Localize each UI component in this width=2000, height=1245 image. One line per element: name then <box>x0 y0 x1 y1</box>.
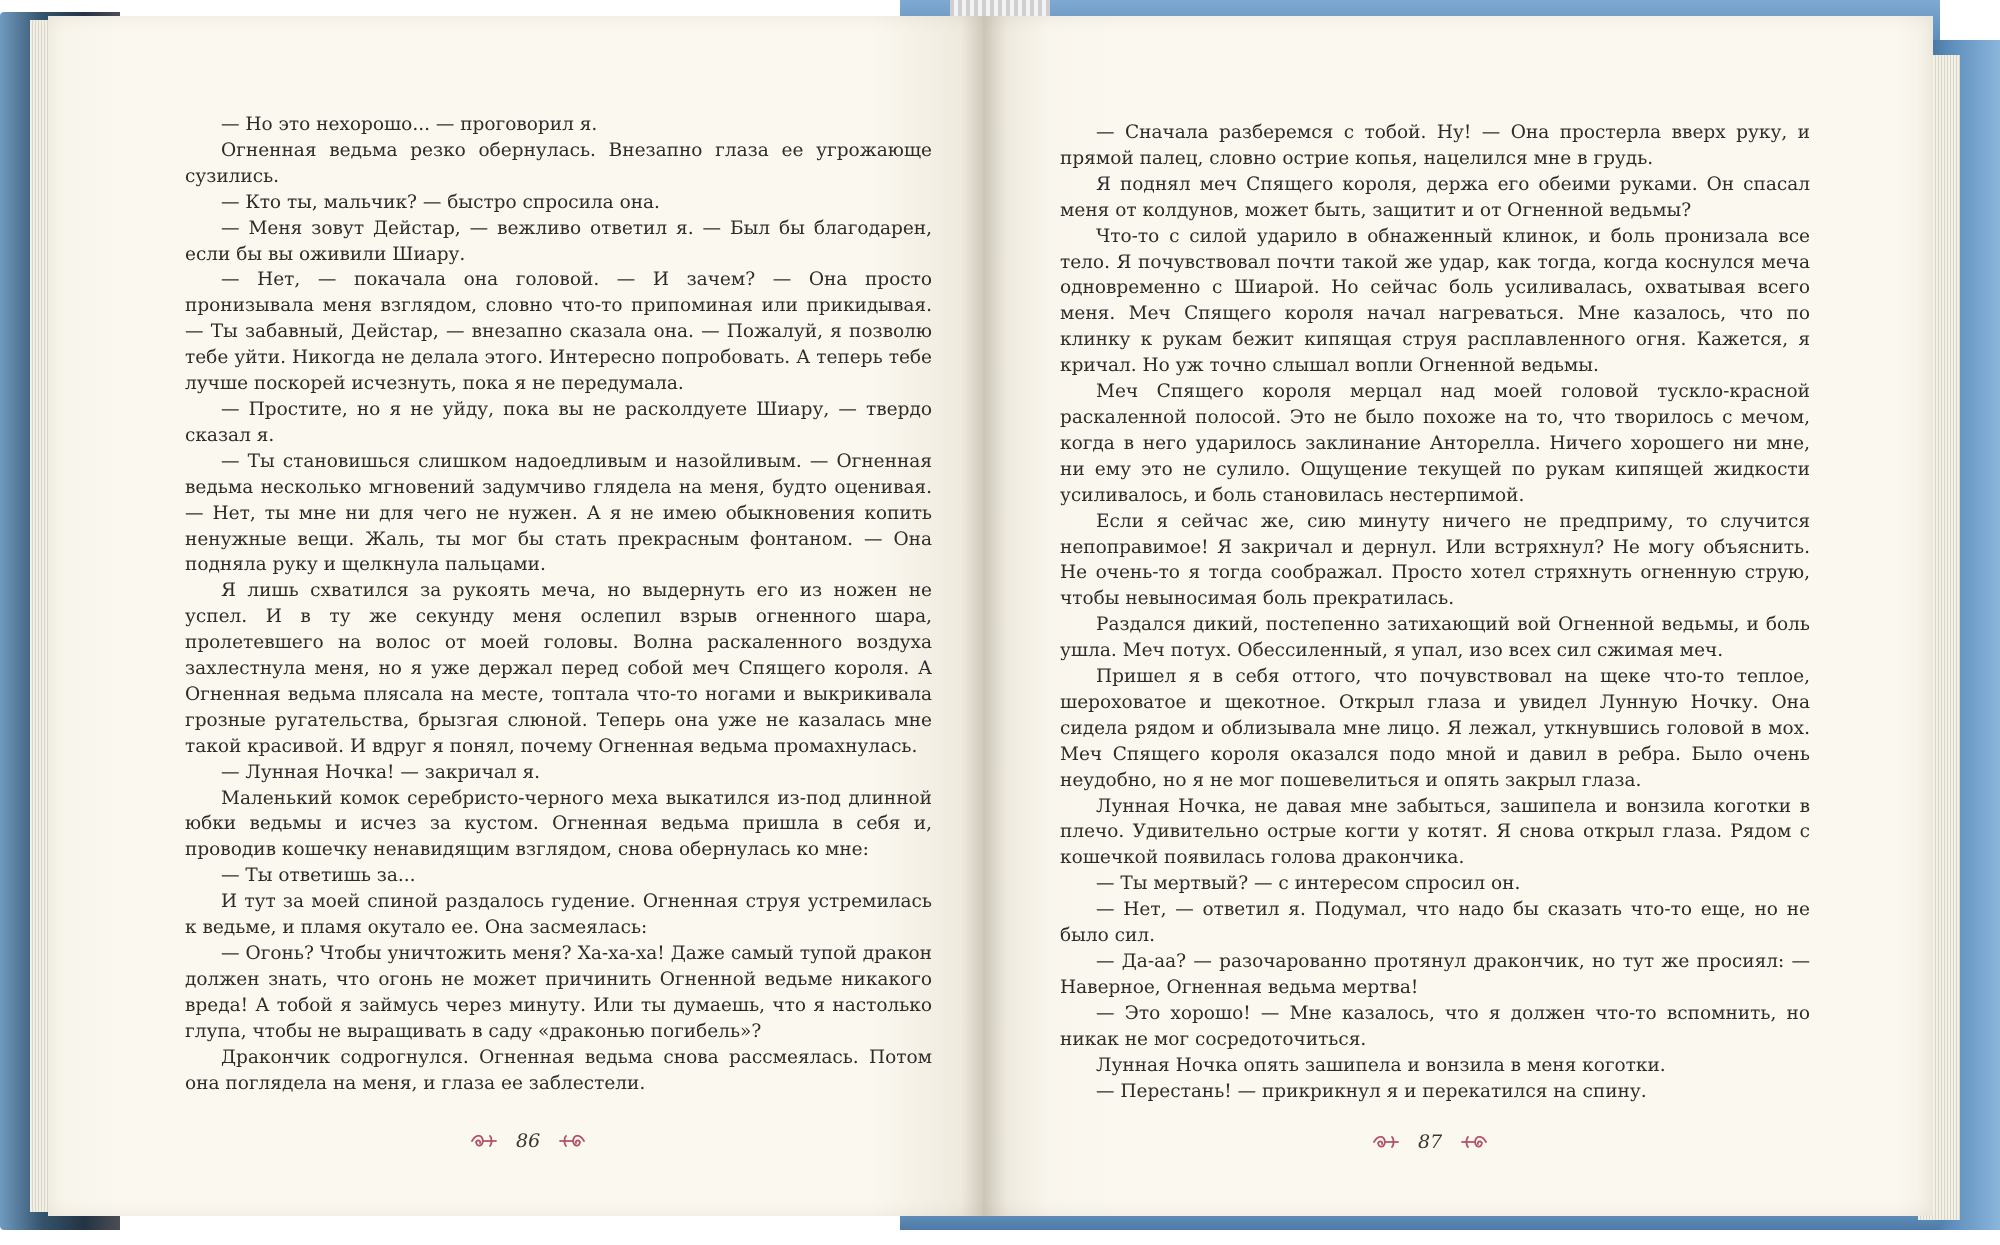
page-number: 86 <box>516 1130 541 1152</box>
paragraph: — Ты мертвый? — с интересом спросил он. <box>1096 873 1521 895</box>
paragraph: Что-то с силой ударило в обнаженный клинок, и боль пронизала все тело. Я почувствовал почти такой же удар, как тогда, когда коснулся меча одновременно с Шиарой. Но сейчас боль усиливалась, охватывая всего меня. Меч Спящего короля начал нагреваться. Мне казалось, что по клинку к рукам бежит кипящая струя расплавленного огня. Кажется, я кричал. Но уж точно слышал вопли Огненной ведьмы. <box>1060 225 1810 377</box>
right-page-text <box>1060 120 1810 1104</box>
left-page-folio <box>470 1126 586 1156</box>
paragraph: — Меня зовут Дейстар, — вежливо ответил я. — Был бы благодарен, если бы вы оживили Шиару. <box>185 217 932 265</box>
paragraph: Меч Спящего короля мерцал над моей головой тускло-красной раскаленной полосой. Это не было похоже на то, что творилось с мечом, когда в него ударилось заклинание Анторелла. Ничего хорошего ни мне, ни ему это не сулило. Ощущение текущей по рукам кипящей жидкости усиливалось, и боль становилась нестерпимой. <box>1060 381 1810 506</box>
paragraph: — Кто ты, мальчик? — быстро спросила она. <box>221 191 660 213</box>
paragraph: Лунная Ночка, не давая мне забыться, зашипела и вонзила коготки в плечо. Удивительно острые когти у котят. Я снова открыл глаза. Рядом с кошечкой появилась голова дракончика. <box>1060 795 1810 869</box>
left-page-text <box>185 112 932 1096</box>
paragraph: — Огонь? Чтобы уничтожить меня? Ха-ха-ха! Даже самый тупой дракон должен знать, что огонь не может причинить Огненной ведьме никакого вреда! А тобой я займусь через минуту. Или ты думаешь, что я настолько глупа, чтобы не выращивать в саду «драконью погибель»? <box>185 943 932 1042</box>
paragraph: Маленький комок серебристо-черного меха выкатился из-под длинной юбки ведьмы и исчез за кустом. Огненная ведьма пришла в себя и, проводив кошечку ненавидящим взглядом, снова обернулась ко мне: <box>185 787 932 861</box>
paragraph: — Простите, но я не уйду, пока вы не расколдуете Шиару, — твердо сказал я. <box>185 398 932 446</box>
right-page-folio <box>1372 1127 1488 1157</box>
page-number: 87 <box>1418 1131 1443 1153</box>
paragraph: Дракончик содрогнулся. Огненная ведьма снова рассмеялась. Потом она поглядела на меня, и глаза ее заблестели. <box>185 1046 932 1094</box>
paragraph: Лунная Ночка опять зашипела и вонзила в меня коготки. <box>1096 1054 1666 1076</box>
paragraph: И тут за моей спиной раздалось гудение. Огненная струя устремилась к ведьме, и пламя окутало ее. Она засмеялась: <box>185 891 932 939</box>
ornament-right-icon <box>558 1132 586 1150</box>
paragraph: — Нет, — покачала она головой. — И зачем? — Она просто пронизывала меня взглядом, словно что-то припоминая или прикидывая. — Ты забавный, Дейстар, — внезапно сказала она. — Пожалуй, я позволю тебе уйти. Никогда не делала этого. Интересно попробовать. А теперь тебе лучше поскорей исчезнуть, пока я не передумала. <box>185 269 932 395</box>
paragraph: Я лишь схватился за рукоять меча, но выдернуть его из ножен не успел. И в ту же секунду меня ослепил взрыв огненного шара, пролетевшего на волос от моей головы. Волна раскаленного воздуха захлестнула меня, но я уже держал перед собой меч Спящего короля. А Огненная ведьма плясала на месте, топтала что-то ногами и выкрикивала грозные ругательства, брызгая слюной. Теперь она уже не казалась мне такой красивой. И вдруг я понял, почему Огненная ведьма промахнулась. <box>185 580 932 757</box>
ornament-left-icon <box>470 1132 498 1150</box>
paragraph: — Лунная Ночка! — закричал я. <box>221 761 541 783</box>
paragraph: Пришел я в себя оттого, что почувствовал на щеке что-то теплое, шероховатое и щекотное. Открыл глаза и увидел Лунную Ночку. Она сидела рядом и облизывала мне лицо. Я лежал, уткнувшись головой в мох. Меч Спящего короля оказался подо мной и давил в ребра. Было очень неудобно, но я не мог пошевелиться и опять закрыл глаза. <box>1060 666 1810 791</box>
paragraph: — Это хорошо! — Мне казалось, что я должен что-то вспомнить, но никак не мог сосредоточиться. <box>1060 1002 1810 1050</box>
ornament-left-icon <box>1372 1133 1400 1151</box>
paragraph: Огненная ведьма резко обернулась. Внезапно глаза ее угрожающе сузились. <box>185 139 932 187</box>
paragraph: Если я сейчас же, сию минуту ничего не предприму, то случится непоправимое! Я закричал и дернул. Или встряхнул? Не могу объяснить. Не очень-то я тогда соображал. Просто хотел стряхнуть огненную струю, чтобы невыносимая боль прекратилась. <box>1060 510 1810 610</box>
paragraph: — Ты ответишь за... <box>221 865 416 887</box>
page-gutter <box>960 16 1008 1216</box>
paragraph: Раздался дикий, постепенно затихающий вой Огненной ведьмы, и боль ушла. Меч потух. Обессиленный, я упал, изо всех сил сжимая меч. <box>1060 614 1810 662</box>
paragraph: — Нет, — ответил я. Подумал, что надо бы сказать что-то еще, но не было сил. <box>1060 899 1810 947</box>
paragraph: Я поднял меч Спящего короля, держа его обеими руками. Он спасал меня от колдунов, может быть, защитит и от Огненной ведьмы? <box>1060 173 1810 221</box>
paragraph: — Сначала разберемся с тобой. Ну! — Она простерла вверх руку, и прямой палец, словно острие копья, нацелился мне в грудь. <box>1060 122 1810 169</box>
paragraph: — Да-аа? — разочарованно протянул дракончик, но тут же просиял: — Наверное, Огненная ведьма мертва! <box>1060 951 1810 998</box>
paragraph: — Перестань! — прикрикнул я и перекатился на спину. <box>1096 1080 1647 1102</box>
ornament-right-icon <box>1460 1133 1488 1151</box>
paragraph: — Ты становишься слишком надоедливым и назойливым. — Огненная ведьма несколько мгновений задумчиво глядела на меня, будто оценивая. — Нет, ты мне ни для чего не нужен. А я не имею обыкновения копить ненужные вещи. Жаль, ты мог бы стать прекрасным фонтаном. — Она подняла руку и щелкнула пальцами. <box>185 450 932 576</box>
paragraph: — Но это нехорошо... — проговорил я. <box>221 114 598 135</box>
